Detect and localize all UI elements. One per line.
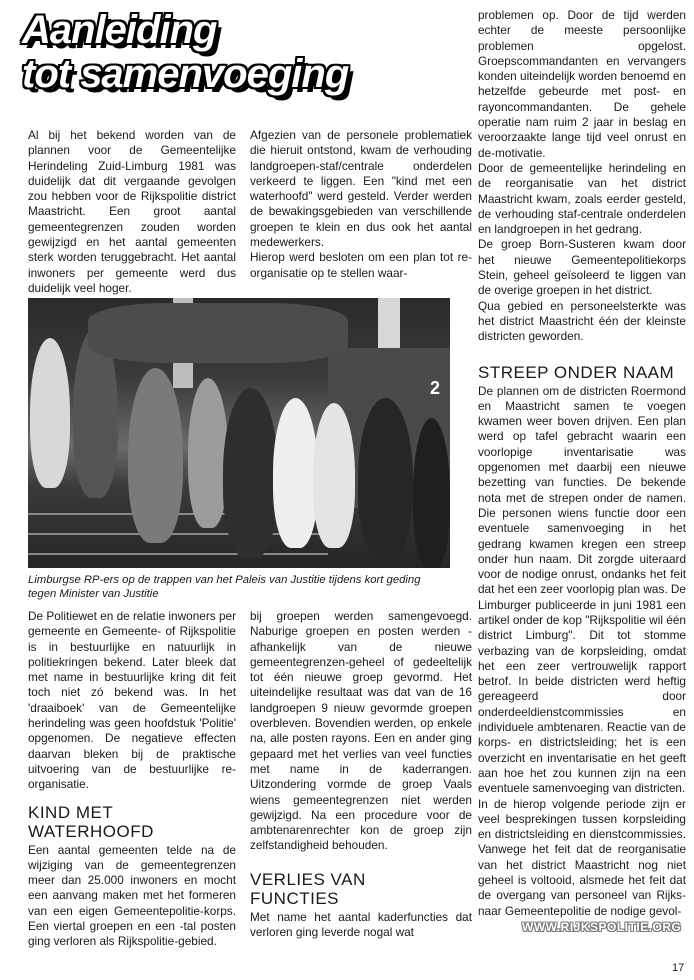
column-1-intro	[28, 128, 236, 296]
paragraph: bij groepen werden samengevoegd. Naburige groepen en posten werden -afhankelijk van de nieuwe gemeentegrenzen-geheel of gedeeltelijk tot één nieuwe groep gevormd. Het uiteindelijke resultaat was dat van de 16 landgroepen 9 nieuw gevormde groepen overbleven. Bovendien werden, op enkele na, alle posten rayons. Een en ander ging gepaard met het verlies van veel functies met name in de kaderrangen. Uitzondering vormde de groep Vaals wiens gemeentegrenzen niet werden gewijzigd. Na een procedure voor de ambtenarenrechter kon de groep zijn zelfstandigheid behouden.	[250, 609, 472, 853]
paragraph: De plannen om de districten Roermond en Maastricht samen te voegen kwamen weer boven drijven. Een plan werd op tafel gebracht waarin een voorlopige inventarisatie was opgenomen met daarbij een nieuwe bezetting van functies. De bekende nota met de strepen onder de namen. Die personen wiens functie door een eventuele samenvoeging in het gedrang kwamen kregen een streep onder hun naam. Dit zorgde uiteraard voor de nodige onrust, ondanks het feit dat het een zeer voorlopig plan was. De Limburger publiceerde in juni 1981 een artikel onder de kop "Rijkspolitie wil één district Limburg". Dit tot stomme verbazing van de korpsleiding, omdat het een zeer vertrouwelijk rapport betrof. In beide districten werd heftig gereageerd door onderdeeldienstcommissies en individuele ambtenaren. Reactie van de korps- en districtsleiding; het is een overzicht en inventarisatie en het geeft aan hoe het zou kunnen zijn na een eventuele samenvoeging van districten.	[478, 383, 686, 796]
paragraph: De groep Born-Susteren kwam door het nieuwe Gemeentepolitiekorps Stein, geheel geïsoleerd te liggen van de overige groepen in het district.	[478, 237, 686, 298]
column-2-intro	[250, 128, 472, 281]
crowd-back-row	[88, 303, 348, 363]
section-heading-verlies-van-functies	[250, 870, 472, 908]
paragraph: Door de gemeentelijke herindeling en de reorganisatie van het district Maastricht kwam, zoals eerder gesteld, de verhouding staf-centrale onderdelen en landgroepen in het gedrang.	[478, 160, 686, 237]
heading-line: STREEP ONDER NAAM	[478, 362, 675, 382]
person	[313, 403, 355, 548]
person	[273, 398, 318, 548]
paragraph: Met name het aantal kaderfuncties dat verloren ging leverde nogal wat	[250, 909, 472, 940]
title-line-1: Aanleiding	[22, 8, 217, 52]
paragraph: Qua gebied en personeelsterkte was het district Maastricht één der kleinste districten geworden.	[478, 298, 686, 344]
building-number: 2	[430, 378, 441, 398]
person	[358, 398, 413, 558]
stair-step	[28, 553, 328, 555]
heading-line: WATERHOOFD	[28, 821, 154, 841]
article-title	[22, 8, 349, 96]
column-3	[478, 8, 686, 919]
page-number: 17	[672, 962, 685, 974]
paragraph: Afgezien van de personele problematiek die hieruit ontstond, kwam de verhouding landgroepen-staf/centrale onderdelen verkeerd te liggen. Een "kind met een waterhoofd" werd gesteld. Verder werden de bewakingsgebieden van verschillende groepen te klein en dus ook het aantal medewerkers.	[250, 128, 472, 250]
paragraph: Een aantal gemeenten telde na de wijziging van de gemeentegrenzen meer dan 25.000 inwoners en mocht een aanvang maken met het formeren van een eigen Gemeentepolitie-korps. Een viertal groepen en een -tal posten ging verloren als Rijkspolitie-gebied.	[28, 842, 236, 949]
person	[128, 368, 183, 543]
paragraph: De Politiewet en de relatie inwoners per gemeente en Gemeente- of Rijkspolitie is in bestuurlijke en natuurlijk in politiekringen bekend. Later bleek dat met name in bestuurlijke kring dit feit toch niet zó bekend was. In het 'draaiboek' van de Gemeentelijke herindeling was geen hoofdstuk 'Politie' opgenomen. De negatieve effecten daarvan bleken bij de praktische uitvoering van de bestuurlijke re-organisatie.	[28, 609, 236, 792]
watermark: WWW.RIJKSPOLITIE.ORG	[522, 920, 682, 934]
title-line-2: tot samenvoeging	[22, 52, 349, 96]
photo-caption: Limburgse RP-ers op de trappen van het Paleis van Justitie tijdens kort geding tegen Minister van Justitie	[28, 574, 421, 600]
paragraph: Hierop werd besloten om een plan tot re-organisatie op te stellen waar-	[250, 250, 472, 280]
heading-line: FUNCTIES	[250, 888, 339, 908]
paragraph: Al bij het bekend worden van de plannen voor de Gemeentelijke Herindeling Zuid-Limburg 1981 was duidelijk dat dit vergaande gevolgen zou hebben voor de Rijkspolitie district Maastricht. Een groot aantal gemeentegrenzen zouden worden gewijzigd en het aantal gemeenten sterk worden teruggebracht. Het aantal inwoners per gemeente werd dus duidelijk veel hoger.	[28, 128, 236, 295]
heading-line: KIND MET	[28, 802, 114, 822]
person	[30, 338, 70, 488]
group-photo	[28, 298, 450, 568]
paragraph: In de hierop volgende periode zijn er veel besprekingen tussen korpsleiding en districtsleiding en dienstcommissies. Vanwege het feit dat de reorganisatie van het district Maastricht nog niet geheel is voltooid, alsmede het feit dat de overgang van personeel van Rijks- naar Gemeentepolitie de nodige gevol-	[478, 796, 686, 918]
paragraph: problemen op. Door de tijd werden echter de meeste persoonlijke problemen opgelost. Groepscommandanten en vervangers konden uiteindelijk worden benoemd en hetzelfde gebeurde met post- en rayoncommandanten. De gehele operatie nam ruim 2 jaar in beslag en veroorzaakte lange tijd veel onrust en de-motivatie.	[478, 8, 686, 160]
section-heading-streep-onder-naam	[478, 363, 686, 382]
heading-line: VERLIES VAN	[250, 869, 366, 889]
column-2-body	[250, 609, 472, 940]
section-heading-kind-met-waterhoofd	[28, 803, 236, 841]
person	[188, 378, 228, 528]
person	[413, 418, 450, 568]
column-1-body	[28, 609, 236, 950]
person	[223, 388, 278, 558]
